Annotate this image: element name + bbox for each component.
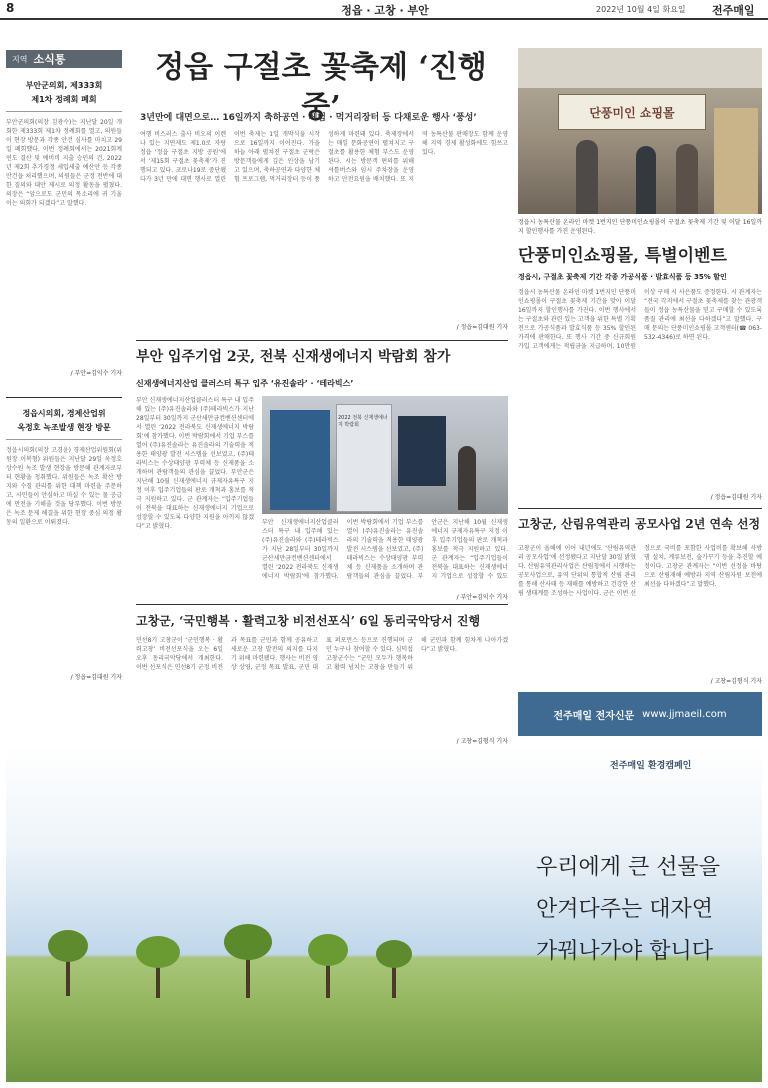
section-title: 정읍 · 고창 · 부안 (341, 4, 429, 17)
campaign-line-2: 안겨다주는 대자연 (536, 897, 714, 922)
tree-icon (308, 934, 348, 998)
shop-body: 정읍시 농특산물 온라인 마켓 1번지인 단풍미인쇼핑몰이 구절초 꽃축제 기간을 맞아 이달 16일까지 할인행사를 가진다. 이번 행사에서는 구절초와 관련 있는 고객을 위한 특별 기획전으로 가공식품과 발효식품 등 35% 할인된 가격에 판매한다. 또 행사 기간 중 신규회원 가입 고객에게는 적립금을 지급하며, 10만원 이상 구매 시 사은품도 증정한다. 시 관계자는 “전국 각지에서 구절초 꽃축제를 찾는 관광객들이 정읍 농특산물을 믿고 구매할 수 있도록 품질 관리에 최선을 다하겠다”고 말했다. 구매 문의는 단풍미인쇼핑몰 고객센터(☎ 063-532-4346)로 하면 된다. (518, 289, 762, 350)
page-number: 8 (6, 1, 15, 15)
divider (136, 340, 508, 341)
fair-body: 부안 신재생에너지산업클러스터 특구 내 입주해 있는 (주)유진솔라와 (주)테라빅스가 지난 28일부터 30일까지 군산새만금컨벤션센터에서 열린 ‘2022 전라북도 신재생에너지 박람회’에 참가했다. 이번 박람회에서 기업 부스를 열어 (주)유진솔라는 유진솔라의 기술력을 적용한 태양광 발전 시스템을 선보였고, (주)테라빅스는 수상태양광 부력체 등 신제품을 소개하며 관람객들의 관심을 끌었다. 부안군은 지난해 10월 신재생에너지 규제자유특구 지정 이후 입주기업들의 판로 개척과 홍보를 적극 지원하고 있다. 군 관계자는 “입주기업들이 전북을 대표하는 신재생에너지 기업으로 성장할 수 있도록 다양한 지원을 아끼지 않겠다”고 밝혔다. (136, 397, 254, 530)
forestry-headline: 고창군, 산림유역관리 공모사업 2년 연속 선정 (518, 517, 761, 531)
tree-icon (136, 936, 180, 998)
person (576, 140, 598, 214)
main-headline: 정읍 구절초 꽃축제 ‘진행 중’ (155, 50, 487, 125)
campaign-ad (6, 746, 762, 1082)
sidebar-item-body: 정읍시의회(의장 고경윤) 경제산업위원회(위원장 이복형) 위원들은 지난달 29일 옥정호 상수원 녹조 발생 현장을 방문해 관계자로부터 현황을 청취했다. 위원들은 녹조 확산 방지와 수질 관리를 위한 대책 마련을 주문하고, 시민들이 안심하고 마실 수 있는 물 공급에 만전을 기해줄 것을 당부했다. 이번 방문은 녹조 문제 해결을 위한 현장 중심 의정 활동의 일환으로 이뤄졌다. (6, 447, 122, 526)
person (458, 446, 476, 510)
website-name: 전주매일 전자신문 (553, 710, 635, 722)
booth-canopy (518, 48, 762, 88)
forestry-byline: / 고창=김형식 기자 (710, 678, 762, 685)
divider (136, 604, 508, 605)
fair-photo (262, 396, 508, 514)
sidebar-tag: 지역 (12, 54, 28, 64)
fair-headline: 부안 입주기업 2곳, 전북 신재생에너지 박람회 참가 (136, 349, 451, 365)
sidebar-item-headline: 옥정호 녹조발생 현장 방문 (17, 423, 111, 432)
divider (6, 397, 122, 398)
campaign-line-1: 우리에게 큰 선물을 (536, 855, 721, 880)
divider (518, 508, 762, 509)
sidebar-item-byline: / 부안=김익수 기자 (70, 370, 122, 377)
booth-panel (270, 410, 330, 510)
sidebar-item-body: 부안군의회(의장 김광수)는 지난달 20일 개회한 제333회 제1차 정례회를 열고, 의원들이 현장 방문과 각종 안건 심사를 마치고 29일 폐회했다. 이번 정례회에서는 2021회계연도 결산 및 예비비 지출 승인의 건, 2022년 제2회 추가경정 세입세출 예산안 등 각종 안건을 처리했으며, 의원들은 군정 전반에 대한 질의와 대안 제시로 의정 활동을 펼쳤다. 의장은 “앞으로도 군민의 목소리에 귀 기울이는 의회가 되겠다”고 말했다. (6, 119, 122, 207)
shop-byline: / 정읍=김대원 기자 (710, 494, 762, 501)
sidebar-item-byline: / 정읍=김대원 기자 (70, 674, 122, 681)
sidebar-tag-bar (6, 50, 122, 68)
campaign-line-3: 가꿔나가야 합니다 (536, 939, 714, 964)
person (676, 144, 698, 214)
solar-panel (398, 416, 446, 486)
fair-body-continued (262, 518, 508, 588)
issue-date: 2022년 10월 4일 화요일 (596, 5, 686, 14)
product-shelf (714, 108, 758, 214)
fair-photo-label: 2022 전북 신재생에너지 박람회 (338, 415, 388, 428)
photo-caption: 정읍시 농특산물 온라인 마켓 1번지인 단풍미인쇼핑몰이 구절초 꽃축제 기간 및 이달 16일까지 할인행사를 가진 운영된다. (518, 219, 762, 235)
sidebar (6, 50, 122, 736)
gochang-headline: 고창군, ‘국민행복 · 활력고창 비전선포식’ 6일 동리국악당서 진행 (136, 614, 481, 628)
fair-subhead: 신재생에너지산업 클러스터 특구 입주 ‘유진솔라’ · ‘테라빅스’ (136, 379, 354, 388)
booth-sign (558, 94, 706, 130)
tree-row-illustration (46, 896, 466, 1016)
sidebar-item-headline: 부안군의회, 제333회 (25, 81, 103, 90)
shop-subhead: 정읍시, 구절초 꽃축제 기간 각종 가공식품 · 발효식품 등 35% 할인 (518, 273, 727, 281)
sidebar-title: 소식통 (33, 53, 66, 66)
booth-sign-text: 단풍미인 쇼핑몰 (589, 105, 675, 120)
divider (6, 111, 122, 112)
divider (6, 439, 122, 440)
main-byline: / 정읍=김대원 기자 (456, 324, 508, 331)
sidebar-item (6, 408, 122, 681)
person (636, 146, 656, 214)
fair-body-text: 부안 신재생에너지산업클러스터 특구 내 입주해 있는 (주)유진솔라와 (주)테라빅스가 지난 28일부터 30일까지 군산새만금컨벤션센터에서 열린 ‘2022 전라북도 신재생에너지 박람회’에 참가했다. 이번 박람회에서 기업 부스를 열어 (주)유진솔라는 유진솔라의 기술력을 적용한 태양광 발전 시스템을 선보였고, (주)테라빅스는 수상태양광 부력체 등 신제품을 소개하며 관람객들의 관심을 끌었다. 부안군은 지난해 10월 신재생에너지 규제자유특구 지정 이후 입주기업들의 판로 개척과 홍보를 적극 지원하고 있다. 군 관계자는 “입주기업들이 전북을 대표하는 신재생에너지 기업으로 성장할 수 있도 (262, 519, 508, 580)
main-subhead: 3년만에 대면으로… 16일까지 축하공연 · 체험 · 먹거리장터 등 다채로운 행사 ‘풍성’ (140, 113, 477, 123)
sidebar-item-headline: 정읍시의회, 경제산업위 (22, 409, 106, 418)
sidebar-item (6, 80, 122, 377)
main-body: 여행 비스러스 출사 비오의 이렌나 있는 지연제도 제1.0로 자랑 정읍 ‘정읍 구절초 지방 공원’에서 ‘제15회 구절초 꽃축제’가 진행되고 있다. 코로나19로 중단됐다가 3년 만에 대면 행사로 열린 이번 축제는 1일 개막식을 시작으로 16일까지 이어진다. 가을 하늘 아래 펼쳐진 구절초 군락은 방문객들에게 깊은 인상을 남기고 있으며, 축하공연과 다양한 체험 프로그램, 먹거리장터 등이 풍성하게 마련돼 있다. 축제장에서는 매일 문화공연이 펼쳐지고 구절초를 활용한 체험 부스도 운영된다. 시는 방문객 편의를 위해 셔틀버스와 임시 주차장을 운영하고 안전요원을 배치했다. 또 지역 농특산물 판매장도 함께 운영해 지역 경제 활성화에도 힘쓰고 있다. (140, 131, 508, 183)
tree-icon (224, 924, 272, 998)
website-banner[interactable] (518, 692, 762, 736)
website-url[interactable]: www.jjmaeil.com (642, 708, 727, 720)
tree-icon (48, 930, 88, 996)
fair-byline: / 부안=김익수 기자 (456, 594, 508, 601)
shop-headline: 단풍미인쇼핑몰, 특별이벤트 (518, 246, 727, 266)
sidebar-item-headline: 제1차 정례회 폐회 (31, 95, 97, 104)
tree-icon (376, 940, 412, 998)
forestry-body: 고창군이 올해에 이어 내년에도 ‘산림유역관리 공모사업’에 선정됐다고 지난달 30일 밝혔다. 산림유역관리사업은 산림청에서 시행하는 공모사업으로, 유역 단위의 통합적 산림 관리를 통해 산사태 등 재해를 예방하고 건강한 산림 생태계를 조성하는 사업이다. 군은 이번 선정으로 국비를 포함한 사업비를 확보해 사방댐 설치, 계류보전, 숲가꾸기 등을 추진할 예정이다. 고창군 관계자는 “이번 선정을 바탕으로 산림재해 예방과 지역 산림자원 보전에 최선을 다하겠다”고 말했다. (518, 545, 762, 597)
campaign-title: 전주매일 환경캠페인 (610, 761, 692, 771)
paper-name: 전주매일 (712, 4, 755, 17)
shopping-mall-photo (518, 48, 762, 214)
gochang-byline: / 고창=김형식 기자 (456, 738, 508, 745)
gochang-body: 민선8기 고창군이 ‘군민행복 · 활력고창’ 비전선포식을 오는 6일 오후 동리국악당에서 개최한다. 이번 선포식은 민선8기 군정 비전과 목표를 군민과 함께 공유하고 새로운 고창 발전의 의지를 다지기 위해 마련됐다. 행사는 비전 영상 상영, 군정 목표 발표, 군민 대표 퍼포먼스 등으로 진행되며 군민 누구나 참여할 수 있다. 심덕섭 고창군수는 “군민 모두가 행복하고 활력 넘치는 고창을 만들기 위해 군민과 함께 힘차게 나아가겠다”고 밝혔다. (136, 637, 508, 671)
